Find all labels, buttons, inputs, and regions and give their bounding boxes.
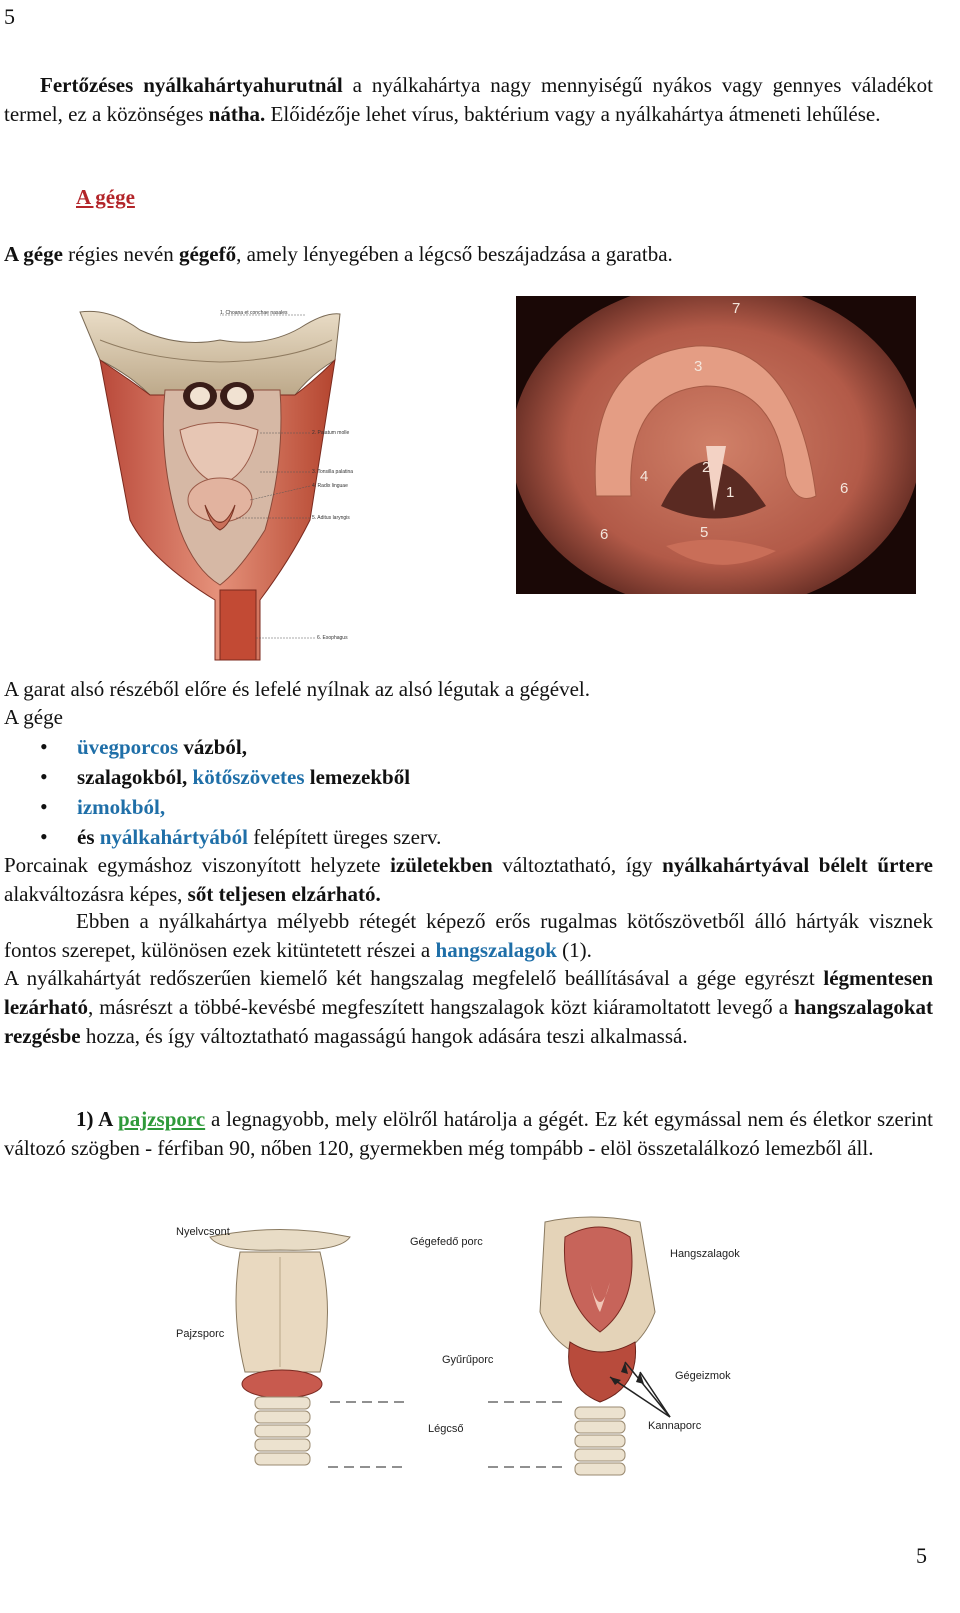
list-item: • üvegporcos vázból, [40,732,441,762]
photo-num-2: 2 [702,459,711,476]
laryngoscope-view [516,296,916,594]
composition-list [40,732,441,852]
page-number-top: 5 [4,4,15,29]
section-heading: A gége [76,185,135,209]
paragraph-catarrh: Fertőzéses nyálkahártyahurutnál a nyálkahártya nagy mennyiségű nyákos vagy gennyes váladékot termel, ez a közönséges nátha. Előidézője lehet vírus, baktérium vagy a nyálkahártya átmeneti lehűlése. [4,73,933,126]
paragraph-vocal-cords: Ebben a nyálkahártya mélyebb rétegét képező erős rugalmas kötőszövetből álló hártyák visznek fontos szerepet, különösen ezek kitüntetett részei a hangszalagok (1). [4,909,933,962]
paragraph-thyroid-cartilage: 1) A pajzsporc a legnagyobb, mely elölről határolja a gégét. Ez két egymással nem és életkor szerint változó szögben - férfiban 90, nőben 120, gyermekben még tompább - elöl összetalálkozó lemezből áll. [4,1107,933,1160]
photo-num-6-left: 6 [600,526,609,543]
fig1-label-5: 5. Aditus laryngis [312,515,350,521]
label-pajzsporc: Pajzsporc [176,1328,225,1340]
fig1-label-1: 1. Choana et conchae nasales [220,310,288,316]
page-number-bottom: 5 [916,1543,927,1568]
photo-num-3: 3 [694,358,703,375]
paragraph-cartilages: Porcainak egymáshoz viszonyított helyzete izületekben változtatható, így nyálkahártyával bélelt űrtere alakváltozásra képes, sőt teljesen elzárható. [4,853,933,906]
label-legcso: Légcső [428,1423,464,1435]
larynx-illustration [170,1212,770,1487]
pharynx-illustration [70,300,370,665]
label-hangszalagok: Hangszalagok [670,1248,740,1260]
laryngoscope-photo [516,296,916,594]
fig1-label-3: 3. Tonsilla palatina [312,469,354,475]
list-item: • és nyálkahártyából felépített üreges szerv. [40,822,441,852]
label-nyelvcsont: Nyelvcsont [176,1226,230,1238]
label-kannaporc: Kannaporc [648,1420,702,1432]
label-gegeizmok: Gégeizmok [675,1370,731,1382]
fig1-label-2: 2. Palatum molle [312,430,350,436]
paragraph-larynx-label: A gége [4,705,63,729]
label-gyuruporc: Gyűrűporc [442,1354,494,1366]
list-item: • izmokból, [40,792,441,822]
fig1-label-4: 4. Radix linguae [312,483,348,489]
paragraph-intro: A gége régies nevén gégefő, amely lényegében a légcső beszájadzása a garatba. [4,242,673,266]
list-item: • szalagokból, kötőszövetes lemezekből [40,762,441,792]
paragraph-lower-airways: A garat alsó részéből előre és lefelé nyílnak az alsó légutak a gégével. [4,677,590,701]
paragraph-phonation: A nyálkahártyát redőszerűen kiemelő két hangszalag megfelelő beállításával a gége egyrészt légmentesen lezárható, másrészt a többé-kevésbé megfeszített hangszalagok közt kiáramoltatott levegő a hangszalagokat rezgésbe hozza, és így változtatható magasságú hangok adására teszi alkalmassá. [4,966,933,1048]
photo-num-6-right: 6 [840,480,849,497]
label-gegefedo: Gégefedő porc [410,1236,483,1248]
photo-num-7: 7 [732,300,741,317]
photo-num-5: 5 [700,524,709,541]
photo-num-1: 1 [726,484,735,501]
fig1-label-6: 6. Esophagus [317,635,348,641]
photo-num-4: 4 [640,468,649,485]
